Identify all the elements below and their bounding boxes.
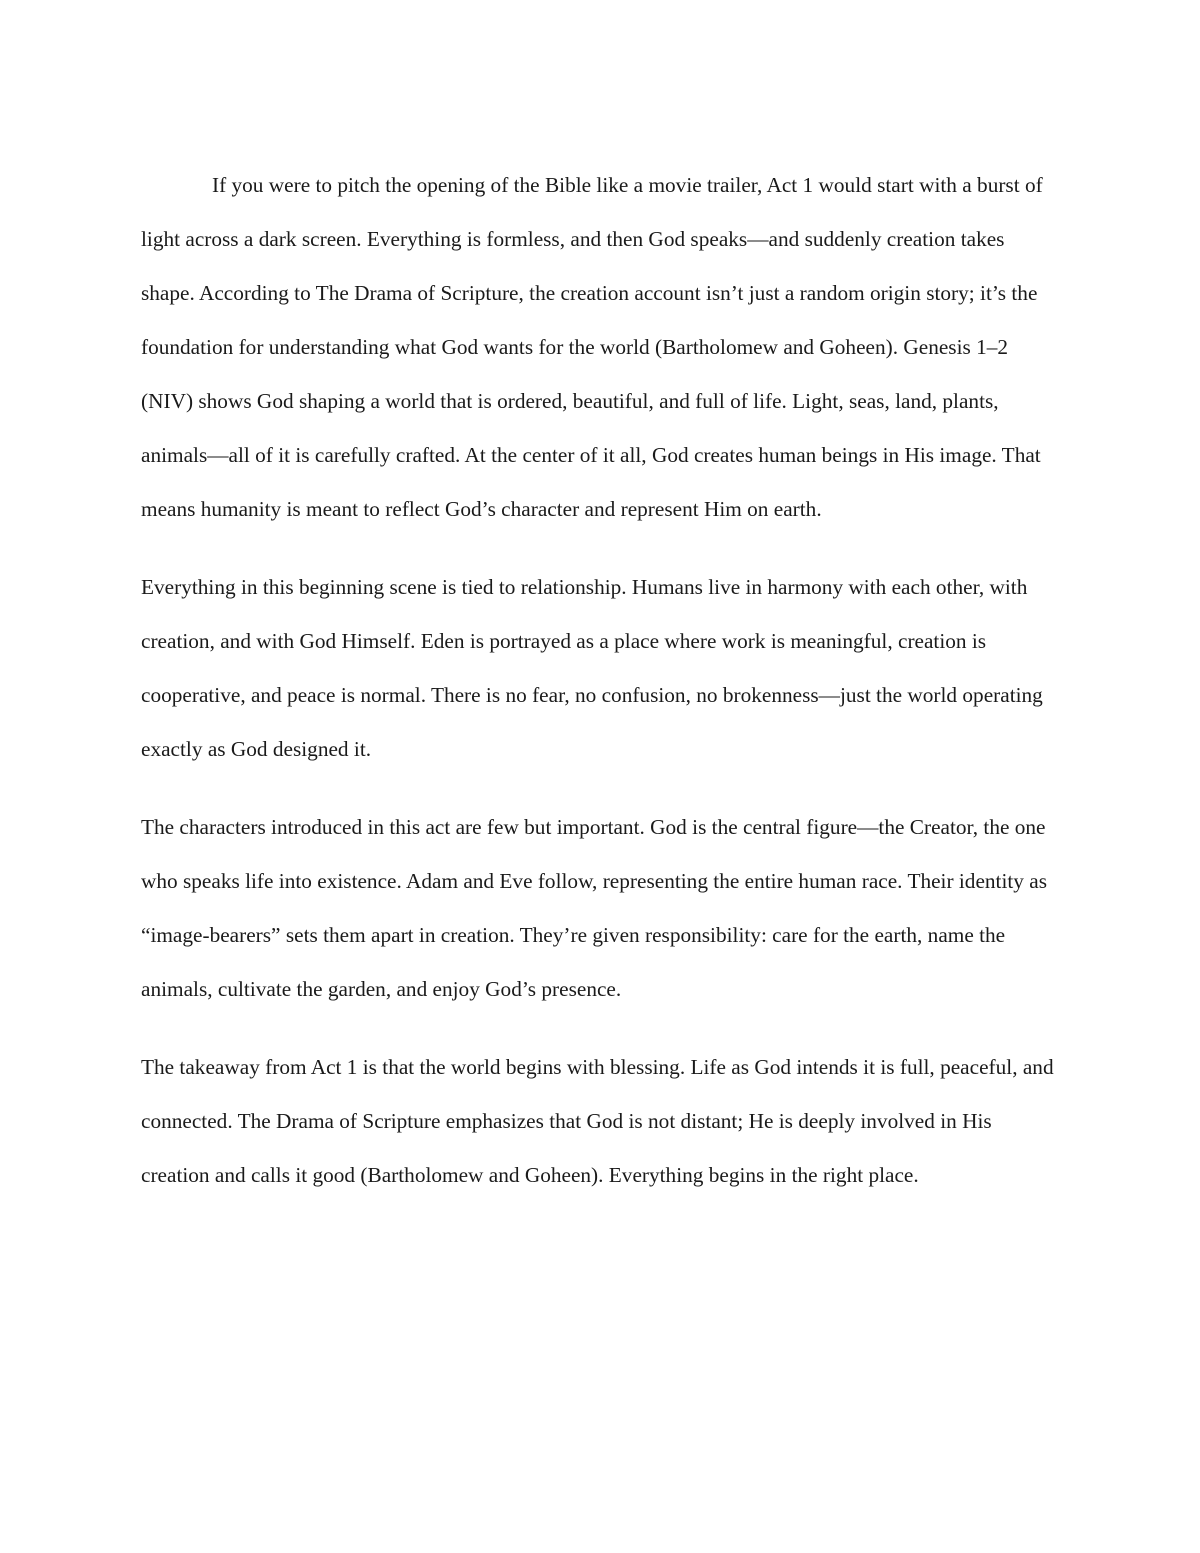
document-body xyxy=(141,158,1059,1202)
paragraph-3: The characters introduced in this act are few but important. God is the central figure—the Creator, the one who speaks life into existence. Adam and Eve follow, representing the entire human race. Their identity as “image-bearers” sets them apart in creation. They’re given responsibility: care for the earth, name the animals, cultivate the garden, and enjoy God’s presence. xyxy=(141,815,1048,1001)
paragraph-2: Everything in this beginning scene is tied to relationship. Humans live in harmony with each other, with creation, and with God Himself. Eden is portrayed as a place where work is meaningful, creation is cooperative, and peace is normal. There is no fear, no confusion, no brokenness—just the world operating exactly as God designed it. xyxy=(141,575,1043,761)
paragraph-4: The takeaway from Act 1 is that the world begins with blessing. Life as God intends it is full, peaceful, and connected. The Drama of Scripture emphasizes that God is not distant; He is deeply involved in His creation and calls it good (Bartholomew and Goheen). Everything begins in the right place. xyxy=(141,1055,1054,1187)
paragraph-1: If you were to pitch the opening of the Bible like a movie trailer, Act 1 would start with a burst of light across a dark screen. Everything is formless, and then God speaks—and suddenly creation takes shape. According to The Drama of Scripture, the creation account isn’t just a random origin story; it’s the foundation for understanding what God wants for the world (Bartholomew and Goheen). Genesis 1–2 (NIV) shows God shaping a world that is ordered, beautiful, and full of life. Light, seas, land, plants, animals—all of it is carefully crafted. At the center of it all, God creates human beings in His image. That means humanity is meant to reflect God’s character and represent Him on earth. xyxy=(141,173,1043,521)
